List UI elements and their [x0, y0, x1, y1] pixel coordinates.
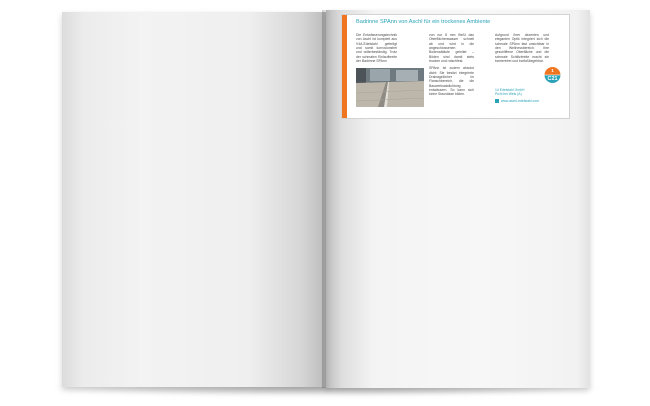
- company-address: Pichl bei Wels (A): [495, 92, 522, 97]
- advertorial-card: [341, 14, 570, 119]
- page-badge: [544, 67, 561, 84]
- website-link[interactable]: www.aschl-edelstahl.com: [501, 99, 540, 103]
- web-link-icon: [495, 99, 499, 103]
- paragraph: SPAnn ist zudem absolut dicht: Sie besitzt integrierte Drainagelöcher im Flanschbereich, die die Bauwerksabdichtung entwässern. So kann sich keine Staunässe bilden.: [429, 66, 474, 97]
- article-title: Badrinne SPAnn von Aschl für ein trockenes Ambiente: [356, 19, 491, 25]
- left-page: [62, 12, 328, 387]
- company-name: 14 Edelstahl GmbH: [495, 88, 525, 92]
- badge-code: C21: [547, 75, 558, 82]
- website-row[interactable]: [495, 99, 559, 103]
- text-column-2: [429, 33, 474, 100]
- paragraph: von nur 8 mm fließt das Oberflächenwasser schnell ab und wird in die angeschlossenen Bodenabläufe geleitet – Böden sind damit stets trocken und rutschfest.: [429, 33, 474, 64]
- paragraph: Aufgrund ihrer dezenten und eleganten Optik integriert sich die schmale SPAnn fast unsichtbar in den Wellnessbereich. Ihre geschliffene Oberfläche und die schmale Schlitzbreite macht sie barrierefrei und barfußbegehbar.: [495, 33, 549, 64]
- paragraph: Die Entwässerungstechnik von Aschl ist komplett aus V4A-Edelstahl gefertigt und somit korrosionsfrei und witterbeständig. Trotz der schmalen Einlaufbreite der Badrinne SPAnn: [356, 33, 397, 64]
- bathroom-drain-photo: [356, 68, 424, 107]
- contact-info: [495, 88, 559, 103]
- accent-bar: [342, 15, 347, 118]
- page-gutter: [322, 10, 332, 388]
- text-column-3: [495, 33, 549, 66]
- badge-number: 1: [551, 68, 554, 73]
- product-photo: [356, 68, 424, 107]
- text-column-1: [356, 33, 397, 66]
